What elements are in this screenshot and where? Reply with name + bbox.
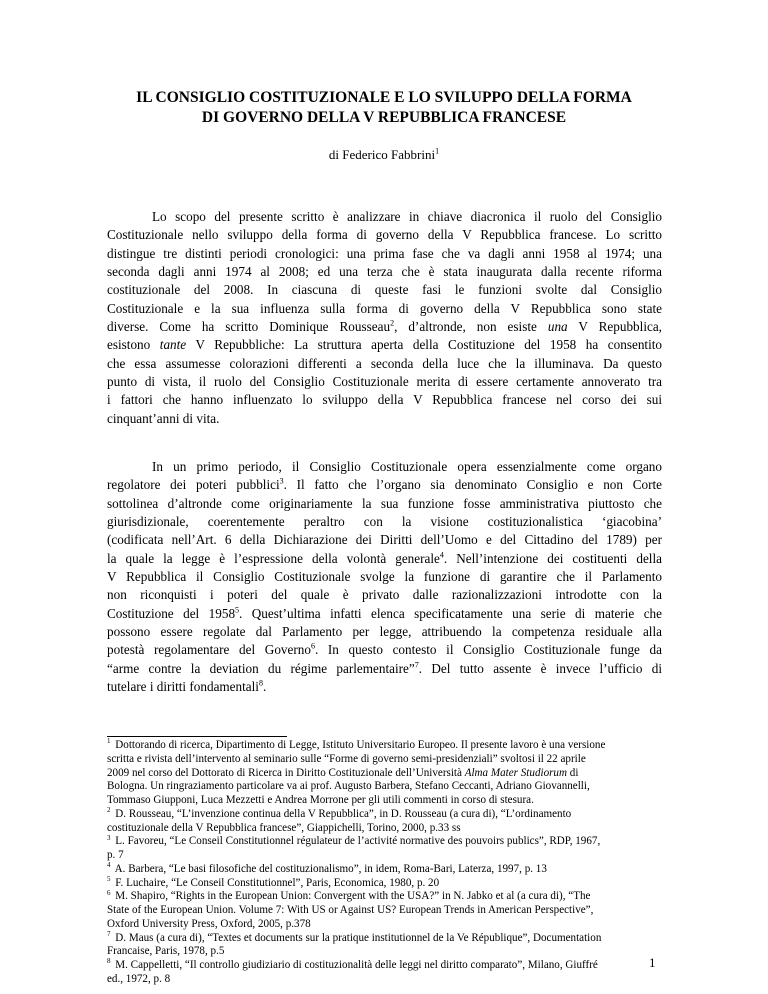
footnote-line: p. 7 — [107, 849, 124, 861]
author-line — [80, 147, 688, 163]
footnote-number: 3 — [107, 833, 111, 842]
footnote-line: Oxford University Press, Oxford, 2005, p.378 — [107, 917, 311, 930]
paragraph-1-line: i fattori che hanno influenzato lo sviluppo della V Repubblica francese nel corso dei sui — [107, 392, 662, 408]
paragraph-2-line — [107, 641, 662, 659]
footnote-line: scritta e rivista dell’intervento al seminario sulle “Forme di governo semi-presidenziali” svoltosi il 22 aprile — [107, 752, 586, 765]
footnote-ref: 8 — [258, 678, 263, 688]
paragraph-2-line: V Repubblica il Consiglio Costituzionale svolge la funzione di garantire che il Parlamento — [107, 569, 662, 585]
footnote-text: Dottorando di ricerca, Dipartimento di Legge, Istituto Universitario Europeo. Il presente lavoro è una versione — [112, 739, 606, 751]
paragraph-2-line: possono essere regolate dal Parlamento per legge, attribuendo la competenza residuale alla — [107, 624, 662, 640]
footnote-line — [107, 959, 667, 973]
page-number: 1 — [649, 955, 656, 970]
footnote-text: 2009 nel corso del Dottorato di Ricerca in Diritto Costituzionale dell’Università — [107, 766, 465, 779]
text-run: tutelare i diritti fondamentali — [107, 679, 259, 695]
footnote-ref: 2 — [390, 318, 395, 328]
footnote-line: Francaise, Paris, 1978, p.5 — [107, 945, 225, 958]
text-run: . — [262, 679, 267, 695]
footnote-text: di — [567, 766, 579, 779]
text-run: V Repubbliche: La struttura aperta della Costituzione del 1958 ha consentito — [186, 337, 663, 353]
paragraph-2 — [107, 458, 662, 696]
emphasis: una — [547, 319, 568, 335]
text-run: . In questo contesto il Consiglio Costituzionale funge da — [314, 642, 662, 658]
footnote-line: State of the European Union. Volume 7: With US or Against US? European Trends in American Perspective”, — [107, 904, 594, 916]
paragraph-2-line — [107, 476, 662, 494]
footnote-text: A. Barbera, “Le basi filosofiche del costituzionalismo”, in idem, Roma-Bari, Laterza, 1997, p. 13 — [112, 862, 547, 875]
footnote-number: 7 — [107, 929, 111, 938]
paragraph-1-line: seconda dagli anni 1974 al 2008; ed una terza che è stata inaugurata dalla recente riforma — [107, 264, 662, 280]
text-run: regolatore dei poteri pubblici — [107, 477, 280, 493]
footnote-text: M. Cappelletti, “Il controllo giudiziario di costituzionalità delle leggi nel diritto comparato”, Milano, Giuffré — [112, 959, 598, 971]
footnote-number: 5 — [107, 874, 111, 883]
footnote-line — [107, 863, 667, 877]
paragraph-2-line: (codificata nell’Art. 6 della Dichiarazione dei Diritti dell’Uomo e del Cittadino del 1789) per — [107, 532, 662, 548]
footnote-number: 2 — [107, 806, 111, 815]
footnote-ref: 3 — [279, 476, 284, 486]
footnote-line — [107, 739, 667, 753]
paragraph-2-line — [107, 678, 662, 696]
footnote-number: 1 — [107, 737, 111, 746]
paragraph-2-line: In un primo periodo, il Consiglio Costituzionale opera essenzialmente come organo — [152, 459, 662, 474]
text-run: . Nell’intenzione dei costituenti della — [443, 550, 662, 566]
footnote-number: 4 — [107, 861, 111, 870]
text-run: . Il fatto che l’organo sia denominato Consiglio e non Corte — [283, 477, 662, 493]
text-run: . Quest’ultima infatti elenca specificatamente una serie di materie che — [239, 605, 662, 621]
paragraph-1-line: Lo scopo del presente scritto è analizzare in chiave diacronica il ruolo del Consiglio — [152, 209, 662, 224]
footnote-line: costituzionale della V Repubblica francese”, Giappichelli, Torino, 2000, p.33 ss — [107, 821, 461, 834]
footnote-ref: 5 — [235, 605, 240, 615]
text-run: . Del tutto assente è invece l’ufficio di — [418, 660, 663, 676]
paragraph-1-line: Costituzionale e la sua influenza sulla forma di governo della V Repubblica sono state — [107, 300, 662, 316]
footnote-separator — [107, 736, 287, 737]
footnote-text: F. Luchaire, “Le Conseil Constitutionnel”, Paris, Economica, 1980, p. 20 — [112, 876, 440, 889]
title-line-2: DI GOVERNO DELLA V REPUBBLICA FRANCESE — [201, 109, 567, 126]
footnotes — [107, 739, 667, 987]
title-line-1: IL CONSIGLIO COSTITUZIONALE E LO SVILUPPO DELLA FORMA — [136, 89, 632, 106]
footnote-line: ed., 1972, p. 8 — [107, 972, 171, 985]
footnote-line — [107, 835, 667, 849]
text-run: esistono — [107, 337, 160, 353]
paragraph-1-line — [107, 336, 662, 354]
footnote-line — [107, 808, 667, 822]
paragraph-1-line: cinquant’anni di vita. — [107, 410, 220, 426]
paragraph-1 — [107, 208, 662, 428]
footnote-text: L. Favoreu, “Le Conseil Constitutionnel régulateur de l’activité normative des pouvoirs publics”, RDP, 1967, — [112, 835, 601, 848]
text-run: Costituzione del 1958 — [107, 605, 236, 621]
footnote-text: D. Rousseau, “L’invenzione continua della V Repubblica”, in D. Rousseau (a cura di), “L’ordinamento — [112, 807, 572, 820]
footnote-line: Bologna. Un ringraziamento particolare va ai prof. Augusto Barbera, Stefano Ceccanti, Adriano Giovannelli, — [107, 780, 590, 793]
text-run: “arme contre la deviation du régime parlementaire” — [107, 660, 415, 676]
footnote-line — [107, 767, 667, 781]
footnote-ref: 4 — [439, 550, 444, 560]
paragraph-2-line: sottolinea d’altronde come originariamente la sua funzione fosse amministrativa piuttosto che — [107, 495, 662, 511]
author-name: di Federico Fabbrini — [328, 147, 436, 162]
text-run: diverse. Come ha scritto Dominique Rousseau — [107, 319, 391, 335]
footnote-line — [107, 890, 667, 904]
paragraph-1-line: punto di vista, il ruolo del Consiglio Costituzionale merita di essere certamente annoverato tra — [107, 374, 662, 390]
paragraph-1-line: che essa assumesse colorazioni differenti a seconda della luce che la illuminava. Da questo — [107, 355, 662, 371]
paragraph-1-line: distingue tre distinti periodi cronologici: una prima fase che va dagli anni 1958 al 1974; una — [107, 245, 662, 261]
author-footnote-ref: 1 — [435, 146, 440, 156]
footnote-line — [107, 874, 667, 891]
footnote-line — [107, 929, 667, 946]
text-run: V Repubblica, — [567, 319, 662, 335]
paragraph-1-line: costituzionale del 2008. In ciascuna di queste fasi le funzioni svolte dal Consiglio — [107, 282, 662, 298]
footnote-ref: 7 — [414, 660, 419, 670]
paper-title — [80, 88, 688, 128]
paragraph-2-line: non riconquisti i poteri del quale è privato dalle razionalizzazioni introdotte con la — [107, 587, 662, 603]
footnote-number: 6 — [107, 888, 111, 897]
text-run: , d’altronde, non esiste — [394, 319, 548, 335]
footnote-text: M. Shapiro, “Rights in the European Union: Convergent with the USA?” in N. Jabko et al (a cura di), “The — [112, 890, 591, 903]
text-run: potestà regolamentare del Governo — [107, 642, 311, 658]
footnote-ref: 6 — [310, 642, 315, 652]
paragraph-1-line — [107, 318, 662, 336]
paragraph-2-line: giurisdizionale, coerentemente peraltro con la visione costituzionalistica ‘giacobina’ — [107, 514, 662, 530]
footnote-text: D. Maus (a cura di), “Textes et documents sur la pratique institutionnel de la Ve République”, Documentation — [112, 931, 602, 944]
paragraph-2-line — [107, 605, 662, 623]
paragraph-1-line: Costituzionale nello sviluppo della forma di governo della V Repubblica francese. Lo scritto — [107, 227, 662, 243]
footnote-number: 8 — [107, 957, 111, 966]
emphasis: Alma Mater Studiorum — [464, 766, 567, 779]
emphasis: tante — [159, 337, 187, 353]
paragraph-2-line — [107, 550, 662, 568]
paragraph-2-line — [107, 660, 662, 678]
footnote-line: Tommaso Giupponi, Luca Mezzetti e Andrea Morrone per gli utili commenti in corso di stesura. — [107, 794, 534, 806]
text-run: la quale la legge è l’espressione della volontà generale — [107, 550, 440, 566]
